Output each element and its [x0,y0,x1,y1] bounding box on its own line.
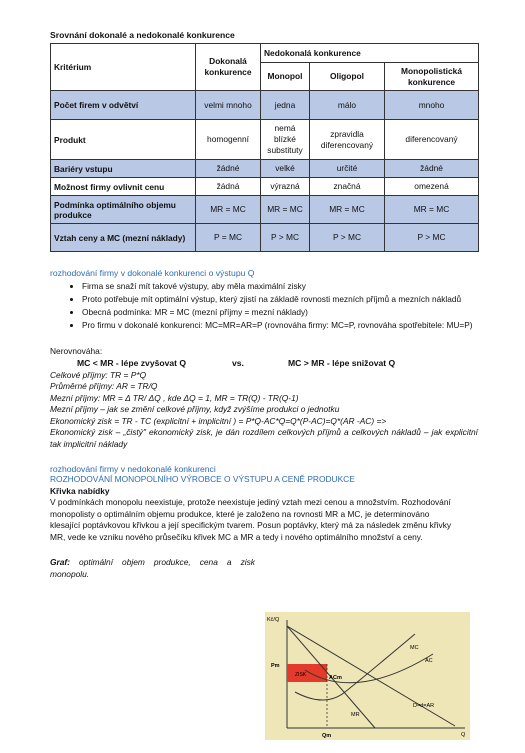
formula-line: Ekonomický zisk = TR - TC (explicitní + implicitní ) = P*Q-AC*Q=Q*(P-AC)=Q*(AR -AC) => [50,415,387,426]
cell-monopolistic: mnoho [385,91,479,120]
formula-line: Mezní příjmy – jak se změní celkové příjmy, když zvýšíme produkci o jednotku [50,404,340,414]
cell-perfect: žádné [196,160,261,178]
formula-line: Ekonomický zisk – „čistý" ekonomický zisk, je dán rozdílem celkových příjmů a celkových nákladů – jak explicitní tak implicitní náklady [50,427,478,449]
cell-monopoly: MR = MC [261,196,310,224]
row-label: Bariéry vstupu [51,160,196,178]
graph-caption-text: optimální objem produkce, cena a zisk monopolu. [50,557,255,579]
qm-label: Qm [322,733,332,739]
cell-oligopoly: MR = MC [310,196,385,224]
comparison-table [50,43,479,252]
section-heading-imperfect: rozhodování firmy v nedokonalé konkurenci [50,464,216,474]
axis-y-label: Kč/Q [267,617,280,623]
cell-oligopoly: málo [310,91,385,120]
mc-less-text: MC < MR - lépe zvyšovat Q [77,357,187,368]
cell-monopolistic: MR = MC [385,196,479,224]
list-item: • Obecná podmínka: MR = MC (mezní příjmy = mezní náklady) [82,306,478,318]
formula-line: Průměrné příjmy: AR = TR/Q [50,381,158,391]
cell-oligopoly: značná [310,178,385,196]
profit-area [287,664,327,682]
acm-label: ACm [329,675,342,681]
section-title: ROZHODOVÁNÍ MONOPOLNÍHO VÝROBCE O VÝSTUPU A CENĚ PRODUKCE [50,474,355,484]
table-row [51,160,479,178]
table-row [51,120,479,160]
header-monopoly: Monopol [261,63,310,91]
formula-line: Mezní příjmy: MR = Δ TR/ ΔQ , kde ΔQ = 1, MR = TR(Q) - TR(Q-1) [50,392,299,403]
cell-monopoly: velké [261,160,310,178]
header-perfect: Dokonalá konkurence [196,44,261,91]
table-caption: Srovnání dokonalé a nedokonalé konkurence [50,30,235,40]
row-label: Podmínka optimálního objemu produkce [51,196,196,224]
document-page [50,30,478,580]
cell-monopoly: jedna [261,91,310,120]
cell-oligopoly: určité [310,160,385,178]
list-item: • Proto potřebuje mít optimální výstup, který zjistí na základě rovnosti mezních příjmů a mezních nákladů [82,293,478,305]
cell-monopoly: nemá blízké substituty [261,120,310,160]
cell-oligopoly: zpravidla diferencovaný [310,120,385,160]
header-imperfect: Nedokonalá konkurence [261,44,479,63]
table-row [51,178,479,196]
profit-label: ZISK [295,672,307,678]
mc-comparison [50,358,478,370]
monopoly-graph [265,612,470,740]
bullet-list [50,280,478,331]
cell-perfect: velmi mnoho [196,91,261,120]
table-row [51,224,479,252]
cell-perfect: homogenní [196,120,261,160]
body-paragraph: V podmínkách monopolu neexistuje, protože neexistuje jediný vztah mezi cenou a množstvím. Rozhodování monopolisty o optimálním objemu produkce, které je založeno na rovnosti MR a MC, je determinováno klesající poptávkovou křivkou a její specifickým tvarem. Posun poptávky, který má za následek změnu křivky MR, vede ke vzniku nového průsečíku křivek MC a MR a tedy i nového optimálního množství a ceny. [50,497,452,542]
imbalance-label: Nerovnováha: [50,346,103,356]
axis-x-label: Q [461,732,466,738]
subheading: Křivka nabídky [50,485,110,496]
mc-label: MC [410,645,419,651]
section-heading-perfect: rozhodování firmy v dokonalé konkurenci o výstupu Q [50,268,255,278]
list-item: • Firma se snaží mít takové výstupy, aby měla maximální zisky [82,280,478,292]
header-oligopoly: Oligopol [310,63,385,91]
cell-perfect: MR = MC [196,196,261,224]
cell-perfect: žádná [196,178,261,196]
graph-caption-label: Graf: [50,557,71,567]
header-criterion: Kritérium [51,44,196,91]
row-label: Produkt [51,120,196,160]
cell-monopolistic: P > MC [385,224,479,252]
header-monopolistic: Monopolistická konkurence [385,63,479,91]
cell-monopoly: výrazná [261,178,310,196]
demand-label: D=d=AR [413,703,435,709]
row-label: Možnost firmy ovlivnit cenu [51,178,196,196]
row-label: Počet firem v odvětví [51,91,196,120]
cell-monopoly: P > MC [261,224,310,252]
pm-label: Pm [271,663,280,669]
vs-text: vs. [232,357,244,368]
mc-greater-text: MC > MR - lépe snižovat Q [288,357,396,368]
row-label: Vztah ceny a MC (mezní náklady) [51,224,196,252]
graph-caption [50,557,255,580]
cell-oligopoly: P > MC [310,224,385,252]
cell-perfect: P = MC [196,224,261,252]
formula-line: Celkové příjmy: TR = P*Q [50,369,147,380]
ac-label: AC [425,658,433,664]
cell-monopolistic: žádné [385,160,479,178]
cell-monopolistic: omezená [385,178,479,196]
cell-monopolistic: diferencovaný [385,120,479,160]
table-row [51,91,479,120]
table-row [51,196,479,224]
list-item: • Pro firmu v dokonalé konkurenci: MC=MR=AR=P (rovnováha firmy: MC=P, rovnováha spotřebitele: MU=P) [82,319,478,331]
mr-label: MR [351,712,360,718]
